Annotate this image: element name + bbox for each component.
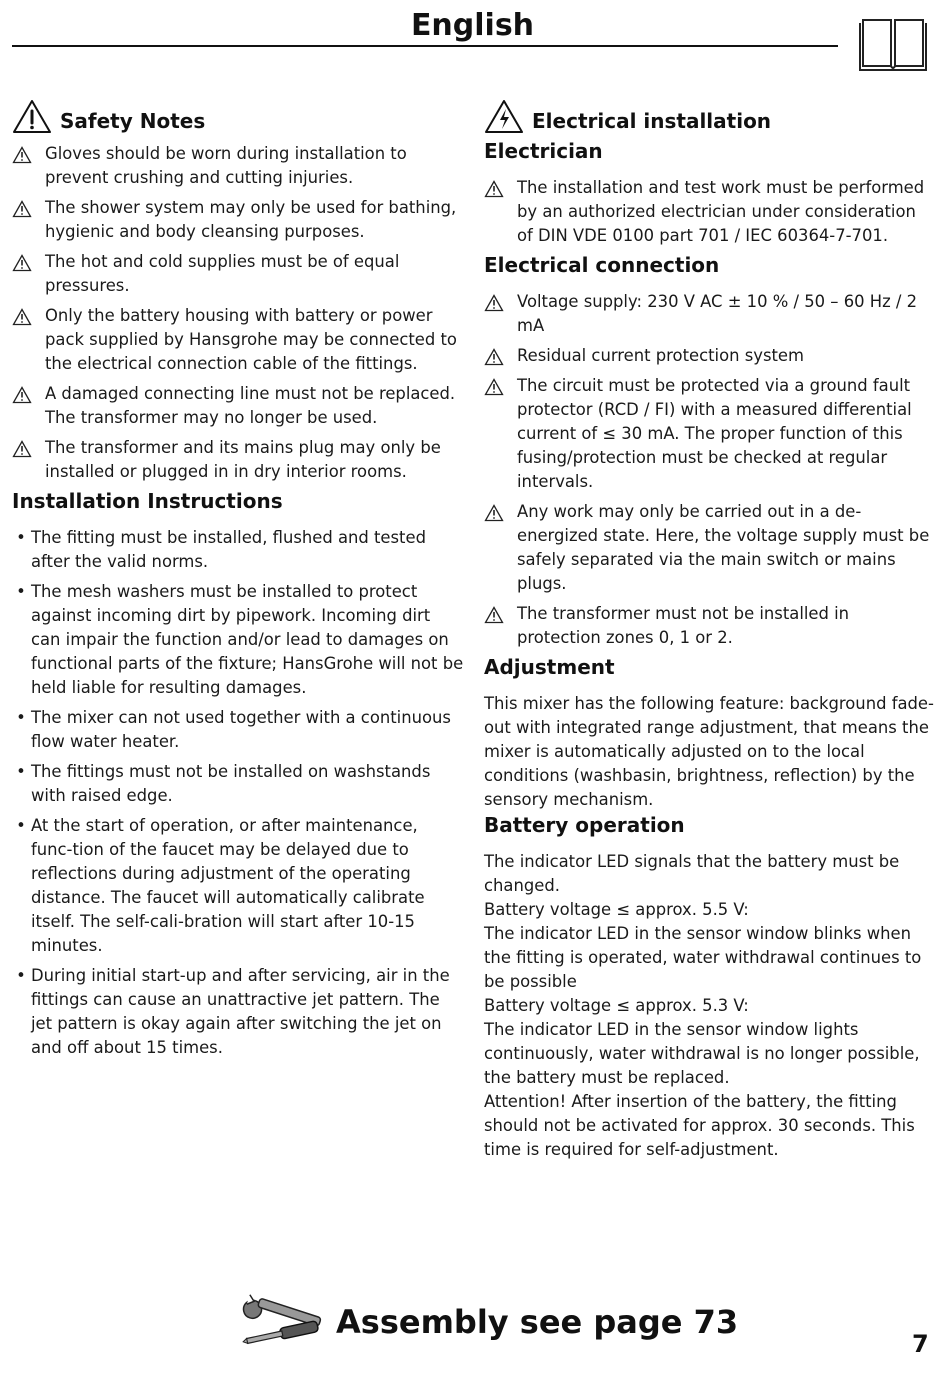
installation-item: • The mixer can not used together with a continuous flow water heater. (12, 706, 464, 754)
battery-line: Attention! After insertion of the battery, the fitting should not be activated for approx. 30 seconds. This time is required for self-adjustment. (484, 1092, 915, 1159)
bullet: • (16, 762, 26, 781)
battery-operation-heading: Battery operation (484, 813, 685, 837)
warning-triangle-icon (484, 378, 504, 396)
safety-item: The transformer and its mains plug may only be installed or plugged in in dry interior rooms. (12, 436, 464, 484)
assembly-reference (240, 1292, 738, 1352)
installation-item: • During initial start-up and after servicing, air in the fittings can cause an unattractive jet pattern. The jet pattern is okay again after switching the jet on and off about 15 times. (12, 964, 464, 1060)
electrical-connection-heading: Electrical connection (484, 253, 720, 277)
safety-item: A damaged connecting line must not be replaced. The transformer may no longer be used. (12, 382, 464, 430)
warning-triangle-icon (484, 294, 504, 312)
adjustment-text: This mixer has the following feature: background fade-out with integrated range adjustment, that means the mixer is automatically adjusted on to the local conditions (washbasin, brightness, reflection) by the sensory mechanism. (484, 694, 934, 809)
warning-triangle-icon (12, 440, 32, 458)
bullet: • (16, 708, 26, 727)
warning-triangle-icon (484, 504, 504, 522)
left-column (12, 98, 464, 1060)
wrench-screwdriver-icon (240, 1292, 324, 1352)
installation-instructions-heading: Installation Instructions (12, 489, 283, 513)
connection-item: Any work may only be carried out in a de-energized state. Here, the voltage supply must be safely separated via the main switch or mains plugs. (484, 500, 936, 596)
warning-triangle-icon (12, 146, 32, 164)
safety-item: The hot and cold supplies must be of equal pressures. (12, 250, 464, 298)
warning-triangle-icon (484, 606, 504, 624)
connection-item: The transformer must not be installed in protection zones 0, 1 or 2. (484, 602, 936, 650)
battery-line: The indicator LED in the sensor window lights continuously, water withdrawal is no longer possible, the battery must be replaced. (484, 1020, 920, 1087)
adjustment-heading: Adjustment (484, 655, 615, 679)
battery-line: The indicator LED in the sensor window blinks when the fitting is operated, water withdrawal continues to be possible (484, 924, 922, 991)
warning-triangle-icon (12, 308, 32, 326)
electrician-item: The installation and test work must be performed by an authorized electrician under consideration of DIN VDE 0100 part 701 / IEC 60364-7-701. (484, 176, 936, 248)
right-column (484, 98, 936, 1162)
safety-notes-heading (12, 98, 464, 134)
safety-notes-title: Safety Notes (60, 109, 206, 133)
battery-line: The indicator LED signals that the battery must be changed. (484, 852, 900, 895)
connection-item: The circuit must be protected via a ground fault protector (RCD / FI) with a measured differential current of ≤ 30 mA. The proper function of this fusing/protection must be checked at regular intervals. (484, 374, 936, 494)
installation-item: • The fittings must not be installed on washstands with raised edge. (12, 760, 464, 808)
assembly-text: Assembly see page 73 (336, 1303, 739, 1341)
bullet: • (16, 816, 26, 835)
safety-item: Only the battery housing with battery or power pack supplied by Hansgrohe may be connected to the electrical connection cable of the fittings. (12, 304, 464, 376)
page-number: 7 (912, 1330, 929, 1358)
warning-triangle-icon (12, 254, 32, 272)
installation-item: • The mesh washers must be installed to protect against incoming dirt by pipework. Incoming dirt can impair the function and/or lead to damages on functional parts of the fixture; HansGrohe will not be held liable for resulting damages. (12, 580, 464, 700)
safety-item: The shower system may only be used for bathing, hygienic and body cleansing purposes. (12, 196, 464, 244)
header-rule (12, 45, 838, 47)
warning-triangle-icon (12, 200, 32, 218)
electrical-installation-title: Electrical installation (532, 109, 772, 133)
electrical-installation-heading (484, 98, 936, 134)
electrician-heading: Electrician (484, 139, 603, 163)
connection-item: Residual current protection system (484, 344, 936, 368)
bullet: • (16, 582, 26, 601)
electrical-warning-icon (484, 98, 524, 134)
safety-item: Gloves should be worn during installation to prevent crushing and cutting injuries. (12, 142, 464, 190)
open-book-icon (858, 14, 928, 74)
connection-item: Voltage supply: 230 V AC ± 10 % / 50 – 60 Hz / 2 mA (484, 290, 936, 338)
warning-triangle-icon (484, 180, 504, 198)
battery-line: Battery voltage ≤ approx. 5.5 V: (484, 900, 749, 919)
battery-line: Battery voltage ≤ approx. 5.3 V: (484, 996, 749, 1015)
bullet: • (16, 528, 26, 547)
warning-triangle-icon (484, 348, 504, 366)
installation-item: • The fitting must be installed, flushed and tested after the valid norms. (12, 526, 464, 574)
bullet: • (16, 966, 26, 985)
warning-triangle-icon (12, 98, 52, 134)
page-title: English (410, 8, 535, 43)
warning-triangle-icon (12, 386, 32, 404)
installation-item: • At the start of operation, or after maintenance, func-tion of the faucet may be delayed due to reflections during adjustment of the operating distance. The faucet will automatically calibrate itself. The self-cali-bration will start after 10-15 minutes. (12, 814, 464, 958)
